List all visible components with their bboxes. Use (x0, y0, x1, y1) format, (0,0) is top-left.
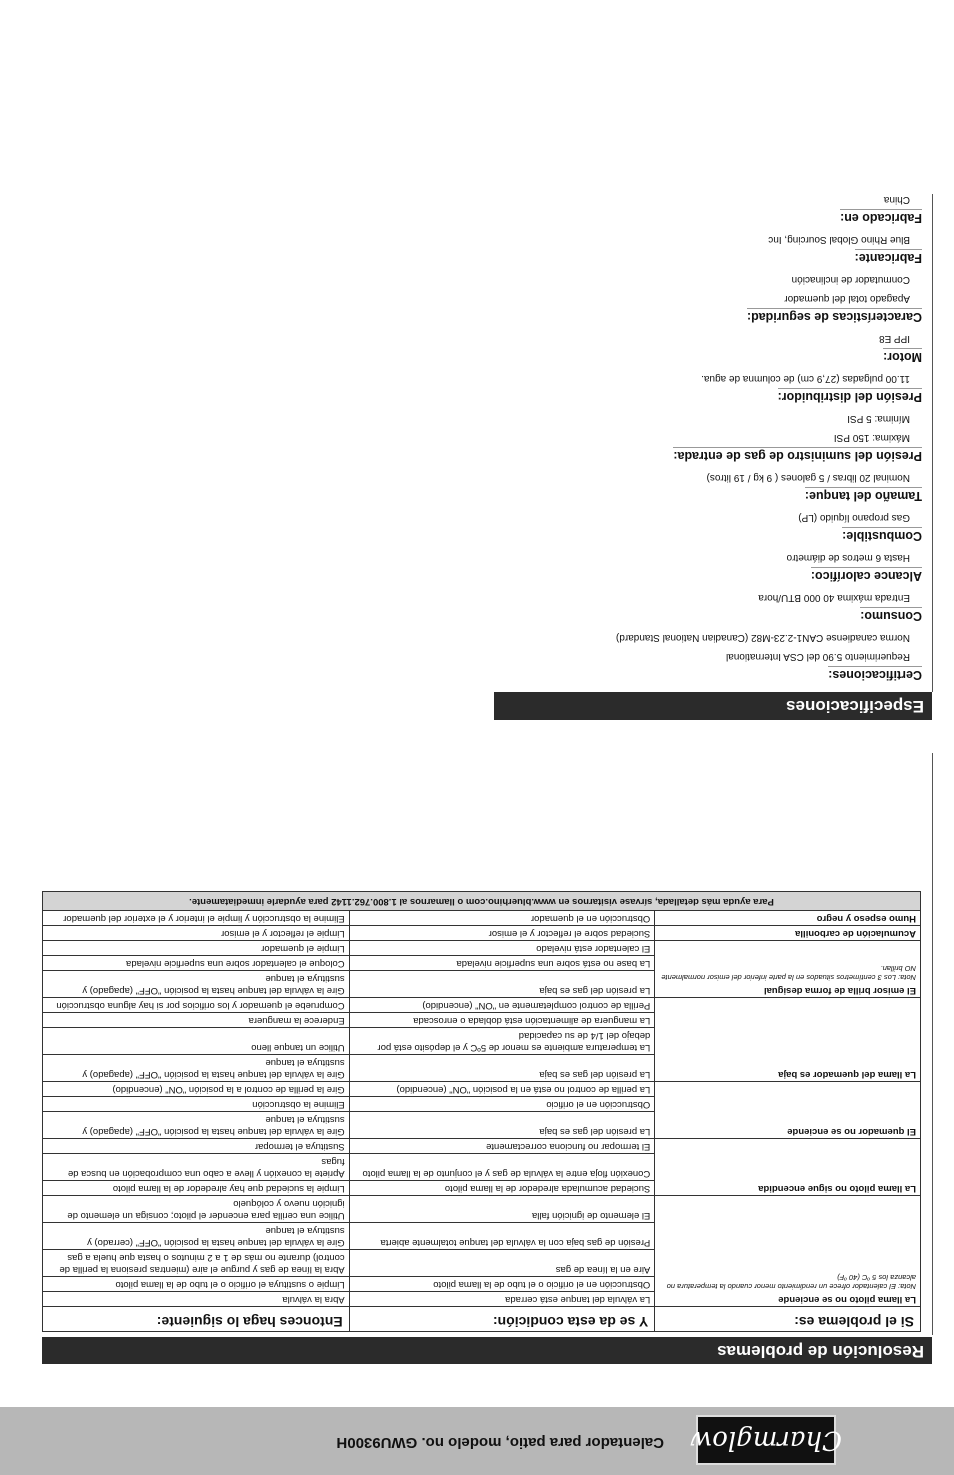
action-cell: Gire la válvula del tanque hasta la posición "OFF" (apagado) y sustituya el tanque (43, 971, 350, 998)
problem-cell (655, 941, 921, 998)
action-cell: Sustituya el termopar (43, 1139, 350, 1154)
spec-label: Consumo: (860, 607, 922, 626)
action-cell: Enderece la manguera (43, 1013, 350, 1028)
condition-cell: La base no está sobre una superficie nivelada (349, 956, 655, 971)
action-cell: Elimine la obstrucción (43, 1097, 350, 1112)
spec-item (502, 468, 922, 506)
action-cell: Abra la línea de gas y purgue el aire (mientras presiona la perilla de control) durante no más de 1 a 2 minutos o hasta que huela a gas (43, 1250, 350, 1277)
condition-cell: La presión del gas es baja (349, 971, 655, 998)
spec-value: Mínima: 5 PSI (847, 413, 910, 424)
table-row (43, 911, 921, 926)
action-cell: Compruebe el quemador y los orificios por si hay alguna obstrucción (43, 998, 350, 1013)
spec-value: IPP E8 (879, 333, 910, 344)
condition-cell: Conexión floja entre la válvula de gas y el conjunto de la llama piloto (349, 1154, 655, 1181)
condition-cell: El calentador está nivelado (349, 941, 655, 956)
spec-value: Requerimiento 5.90 del CSA International (725, 651, 910, 662)
problem-label: Acumulación de carbonilla (795, 928, 916, 939)
action-cell: Limpie la suciedad que hay alrededor de la llama piloto (43, 1181, 350, 1196)
spec-item (502, 508, 922, 546)
action-cell: Abra la válvula (43, 1292, 350, 1307)
brand-logo: Charmglow (696, 1415, 836, 1465)
problem-cell (655, 911, 921, 926)
condition-cell: Presión de gas baja con la válvula del tanque totalmente abierta (349, 1223, 655, 1250)
problem-cell (655, 1139, 921, 1196)
problem-label: La llama piloto no se enciende (778, 1294, 916, 1305)
condition-cell: Obstrucción en el orificio o el tubo de la llama piloto (349, 1277, 655, 1292)
footer-band (0, 1407, 954, 1475)
header-condition: Y se da esta condición: (349, 1307, 655, 1332)
spec-value: China (883, 194, 910, 205)
spec-label: Fabricante: (855, 249, 922, 268)
problem-label: El emisor brilla de forma desigual (763, 985, 916, 996)
spec-value: Hasta 6 metros de diámetro (786, 552, 910, 563)
condition-cell: El termopar no funciona correctamente (349, 1139, 655, 1154)
spec-label: Tamaño del tanque: (805, 487, 922, 506)
problem-cell (655, 1082, 921, 1139)
table-row (43, 1181, 921, 1196)
troubleshooting-table (42, 891, 921, 1332)
condition-cell: La temperatura ambiente es menor de 5ºC y el depósito está por debajo del 1/4 de su capacidad (349, 1028, 655, 1055)
section-divider (932, 753, 933, 1335)
spec-label: Certificaciones: (828, 666, 922, 685)
section-divider (932, 194, 933, 692)
spec-value: Apagado total del quemador (784, 293, 910, 304)
spec-item (502, 270, 922, 327)
condition-cell: La presión del gas es baja (349, 1055, 655, 1082)
table-row (43, 1292, 921, 1307)
help-text: Para ayuda más detallada, sírvase visitarnos en www.bluerhino.com o llamarnos al 1.800.762.1142 para ayudarle inmediatamente. (43, 892, 921, 911)
problem-note: Nota: Los 3 centímetros situados en la parte inferior del emisor normalmente NO brillan. (661, 964, 916, 982)
table-header-row (43, 1307, 921, 1332)
specifications-list (502, 188, 922, 685)
action-cell: Limpie el reflector y el emisor (43, 926, 350, 941)
help-row (43, 892, 921, 911)
condition-cell: Obstrucción en el orificio (349, 1097, 655, 1112)
condition-cell: Suciedad acumulada alrededor de la llama piloto (349, 1181, 655, 1196)
table-row (43, 971, 921, 998)
problem-note: Nota: El calentador ofrece un rendimiento menor cuando la temperatura no alcanza los 5 ºC (40 ºF) (666, 1273, 916, 1291)
header-problem: Si el problema es: (655, 1307, 921, 1332)
spec-item (502, 190, 922, 228)
spec-item (502, 548, 922, 586)
spec-label: Alcance calorífico: (811, 567, 922, 586)
spec-item (502, 329, 922, 367)
action-cell: Gire la perilla de control a la posición "ON" (encendido) (43, 1082, 350, 1097)
problem-label: Humo espeso y negro (816, 913, 916, 924)
spec-value: 11.00 pulgadas (27,9 cm) de columna de agua. (701, 373, 910, 384)
condition-cell: Obstrucción en el quemador (349, 911, 655, 926)
action-cell: Limpie el quemador (43, 941, 350, 956)
spec-label: Presión del suministro de gas de entrada: (673, 447, 922, 466)
footer-title: Calentador para patio, modelo no. GWU9300H (336, 1434, 664, 1451)
problem-label: El quemador no se enciende (787, 1126, 916, 1137)
troubleshooting-body (43, 911, 921, 1307)
action-cell: Gire la válvula del tanque hasta la posición "OFF" (apagado) y sustituya el tanque (43, 1112, 350, 1139)
action-cell: Apriete la conexión y lleve a cabo una comprobación en busca de fugas (43, 1154, 350, 1181)
condition-cell: El elemento de ignición falla (349, 1196, 655, 1223)
table-row (43, 1112, 921, 1139)
troubleshooting-header (42, 1337, 932, 1364)
action-cell: Utilice un tanque lleno (43, 1028, 350, 1055)
problem-label: La llama del quemador es baja (778, 1069, 916, 1080)
spec-label: Motor: (883, 348, 922, 367)
spec-value: Blue Rhino Global Sourcing, Inc (768, 234, 910, 245)
spec-label: Características de seguridad: (747, 308, 922, 327)
condition-cell: La presión del gas es baja (349, 1112, 655, 1139)
action-cell: Utilice una cerilla para encender el piloto; consiga un elemento de ignición nuevo y colóquelo (43, 1196, 350, 1223)
spec-value: Máxima: 150 PSI (833, 432, 910, 443)
problem-cell (655, 1196, 921, 1307)
spec-value: Entrada máxima 40 000 BTU/hora (758, 592, 910, 603)
troubleshooting-title: Resolución de problemas (717, 1342, 924, 1361)
specifications-header (494, 692, 932, 720)
problem-cell (655, 926, 921, 941)
header-action: Entonces haga lo siguiente: (43, 1307, 350, 1332)
action-cell: Coloque el calentador sobre una superficie nivelada (43, 956, 350, 971)
specifications-title: Especificaciones (786, 697, 924, 716)
spec-label: Presión del distribuidor: (778, 388, 922, 407)
spec-item (502, 369, 922, 407)
condition-cell: Suciedad sobre el reflector y el emisor (349, 926, 655, 941)
problem-cell (655, 998, 921, 1082)
action-cell: Gire la válvula del tanque hasta la posición "OFF" (apagado) y sustituya el tanque (43, 1055, 350, 1082)
spec-value: Nominal 20 libras / 5 galones ( 9 kg / 19 litros) (706, 472, 910, 483)
condition-cell: Perilla de control completamente en "ON" (encendido) (349, 998, 655, 1013)
spec-item (502, 409, 922, 466)
spec-item (502, 628, 922, 685)
action-cell: Gire la válvula del tanque hasta la posición "OFF" (cerrado) y sustituya el tanque (43, 1223, 350, 1250)
spec-value: Gas propano líquido (LP) (798, 512, 910, 523)
spec-value: Norma canadiense CAN1-2.23-M82 (Canadian National Standard) (615, 632, 910, 643)
action-cell: Elimine la obstrucción y limpie el interior y el exterior del quemador (43, 911, 350, 926)
condition-cell: La válvula del tanque está cerrada (349, 1292, 655, 1307)
condition-cell: La perilla de control no está en la posición "ON" (encendido) (349, 1082, 655, 1097)
spec-item (502, 588, 922, 626)
spec-label: Combustible: (842, 527, 922, 546)
spec-value: Conmutador de inclinación (791, 274, 910, 285)
spec-label: Fabricado en: (840, 209, 922, 228)
action-cell: Limpie o sustituya el orificio o el tubo de la llama piloto (43, 1277, 350, 1292)
table-row (43, 1055, 921, 1082)
table-row (43, 926, 921, 941)
condition-cell: La manguera de alimentación está doblada o enroscada (349, 1013, 655, 1028)
spec-item (502, 230, 922, 268)
problem-label: La llama piloto no sigue encendida (758, 1183, 916, 1194)
condition-cell: Aire en la línea de gas (349, 1250, 655, 1277)
